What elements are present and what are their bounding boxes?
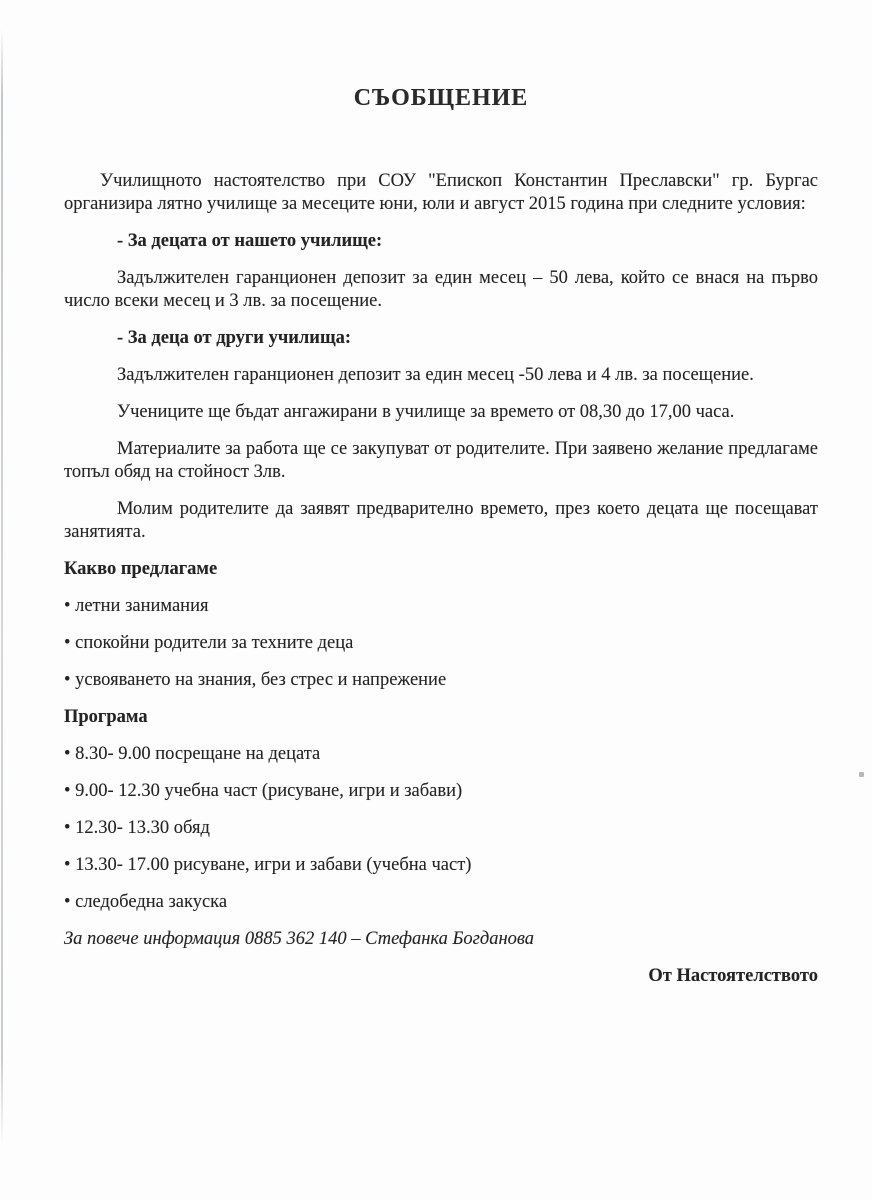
- scan-edge-artifact: [1, 28, 3, 1146]
- scan-speck-artifact: [859, 772, 864, 777]
- program-item-text: следобедна закуска: [75, 892, 228, 912]
- program-item: [64, 854, 818, 877]
- document-body: [64, 0, 818, 988]
- bullet-icon: •: [64, 670, 71, 690]
- program-item: [64, 817, 818, 840]
- program-item: [64, 891, 818, 914]
- offers-item-text: спокойни родители за техните деца: [75, 633, 354, 653]
- contact-info: За повече информация 0885 362 140 – Стефанка Богданова: [64, 929, 535, 949]
- heading-our-school: - За децата от нашето училище:: [117, 231, 383, 251]
- program-item-text: 12.30- 13.30 обяд: [75, 818, 210, 838]
- heading-other-schools: - За деца от други училища:: [117, 328, 351, 348]
- bullet-icon: •: [64, 818, 71, 838]
- document-title: СЪОБЩЕНИЕ: [353, 85, 529, 111]
- offers-item: [64, 669, 818, 692]
- paragraph-materials: Материалите за работа ще се закупуват от родителите. При заявено желание предлагаме топъл обяд на стойност 3лв.: [64, 439, 818, 482]
- program-item-text: 9.00- 12.30 учебна част (рисуване, игри и забави): [75, 781, 463, 801]
- bullet-icon: •: [64, 744, 71, 764]
- bullet-icon: •: [64, 855, 71, 875]
- intro-paragraph: Училищното настоятелство при СОУ "Епископ Константин Преславски" гр. Бургас организира лятно училище за месеците юни, юли и август 2015 година при следните условия:: [64, 171, 818, 214]
- program-item: [64, 780, 818, 803]
- bullet-icon: •: [64, 633, 71, 653]
- heading-program: Програма: [64, 707, 148, 727]
- paragraph-other-schools-deposit: Задължителен гаранционен депозит за един месец -50 лева и 4 лв. за посещение.: [117, 365, 754, 385]
- paragraph-our-school-deposit: Задължителен гаранционен депозит за един месец – 50 лева, който се внася на първо число всеки месец и 3 лв. за посещение.: [64, 268, 818, 311]
- signature: От Настоятелството: [648, 966, 818, 986]
- bullet-icon: •: [64, 596, 71, 616]
- paragraph-request: Молим родителите да заявят предварително времето, през което децата ще посещават занятията.: [64, 499, 818, 542]
- paragraph-hours: Учениците ще бъдат ангажирани в училище за времето от 08,30 до 17,00 часа.: [117, 402, 735, 422]
- offers-item: [64, 632, 818, 655]
- offers-item: [64, 595, 818, 618]
- program-item-text: 13.30- 17.00 рисуване, игри и забави (учебна част): [75, 855, 472, 875]
- bullet-icon: •: [64, 892, 71, 912]
- heading-offers: Какво предлагаме: [64, 559, 218, 579]
- program-item-text: 8.30- 9.00 посрещане на децата: [75, 744, 321, 764]
- program-item: [64, 743, 818, 766]
- offers-item-text: усвояването на знания, без стрес и напрежение: [75, 670, 447, 690]
- offers-item-text: летни занимания: [75, 596, 209, 616]
- bullet-icon: •: [64, 781, 71, 801]
